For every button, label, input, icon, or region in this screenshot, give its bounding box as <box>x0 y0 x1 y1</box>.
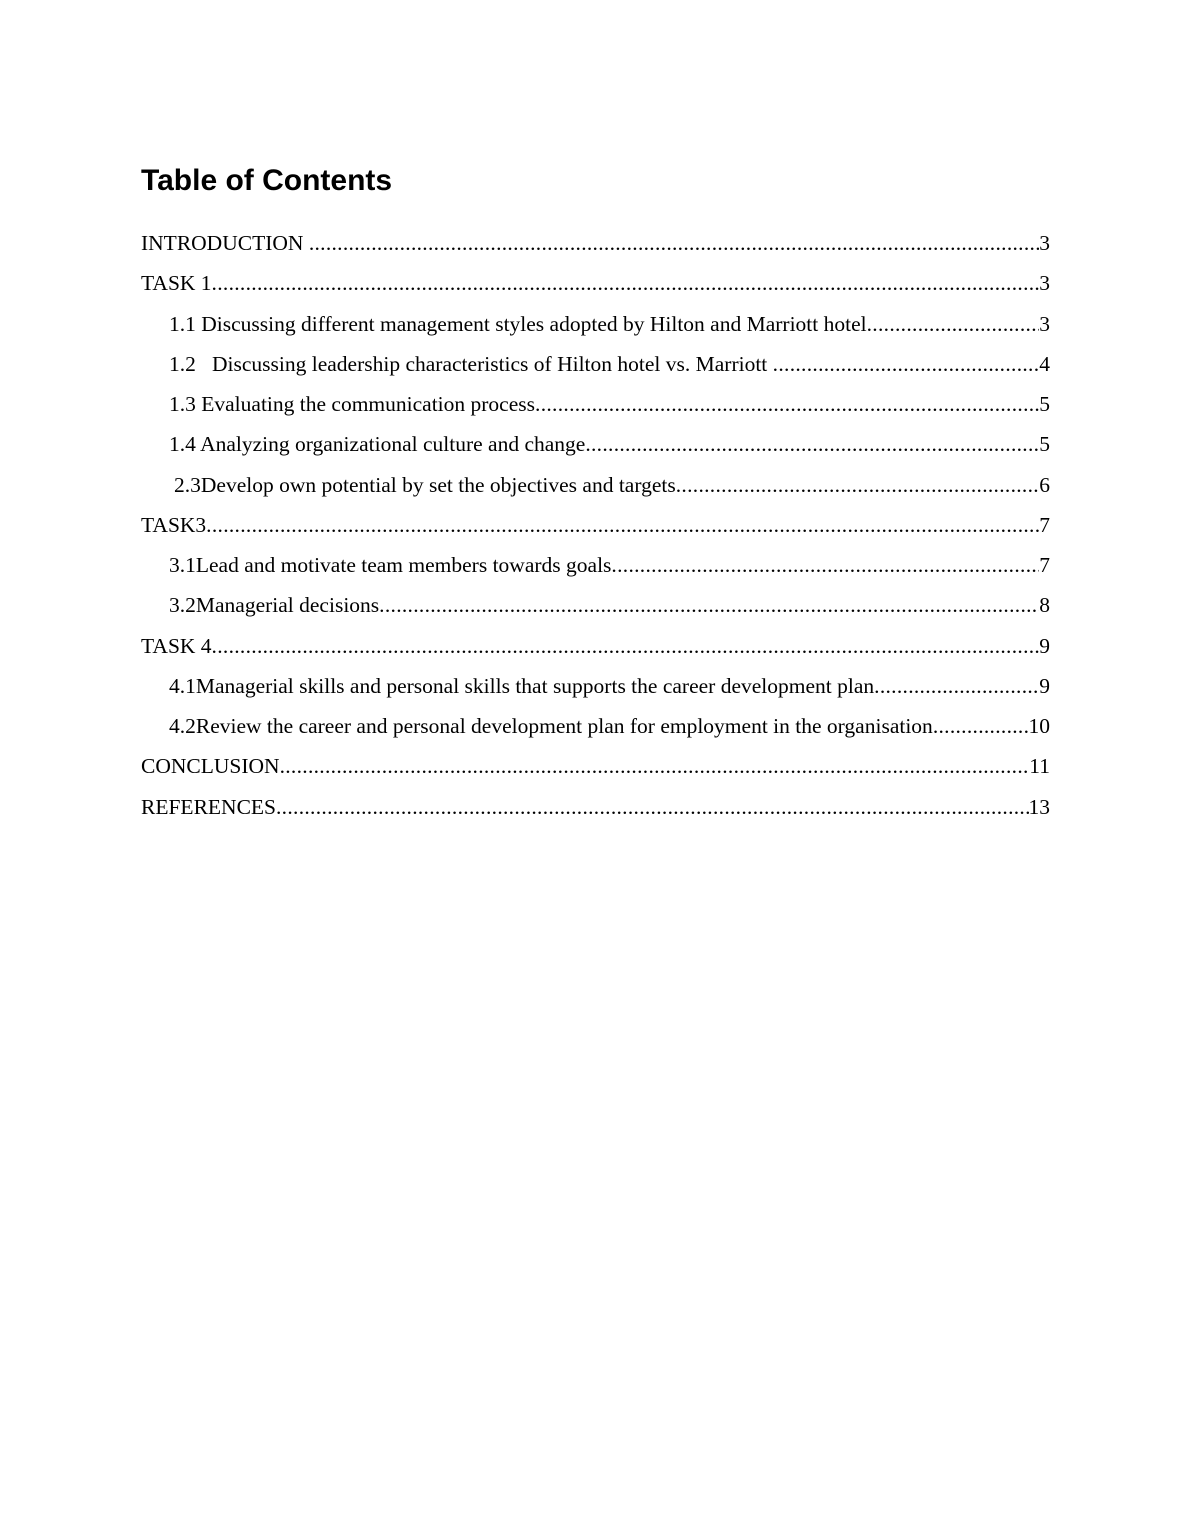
toc-leader-dots <box>535 388 1039 420</box>
toc-leader-dots <box>276 791 1029 823</box>
toc-leader-dots <box>611 549 1039 581</box>
toc-page-number: 5 <box>1039 392 1050 416</box>
toc-entry-1-2[interactable] <box>141 348 1050 388</box>
toc-leader-dots <box>212 267 1040 299</box>
toc-entry-text: 4.1Managerial skills and personal skills that supports the career development plan <box>169 673 875 698</box>
toc-leader-dots <box>206 509 1039 541</box>
toc-entry-text: CONCLUSION <box>141 754 280 779</box>
toc-entry-text: TASK 4 <box>141 633 212 658</box>
toc-entry-references[interactable] <box>141 791 1050 831</box>
toc-page-number: 7 <box>1039 553 1050 577</box>
toc-page-number: 9 <box>1039 633 1050 658</box>
toc-entry-text: 3.1Lead and motivate team members towards goals <box>169 553 612 577</box>
toc-leader-dots <box>309 227 1039 259</box>
toc-entry-text: INTRODUCTION <box>141 231 309 255</box>
toc-leader-dots <box>867 308 1040 340</box>
toc-page-number: 5 <box>1039 432 1050 457</box>
toc-page-number: 11 <box>1029 754 1050 779</box>
toc-page-number: 6 <box>1039 472 1050 497</box>
toc-leader-dots <box>379 589 1039 621</box>
toc-page-number: 7 <box>1039 512 1050 537</box>
toc-entry-text: TASK 1 <box>141 271 212 296</box>
toc-entry-1-4[interactable] <box>141 428 1050 468</box>
toc-leader-dots <box>933 710 1029 742</box>
toc-page-number: 4 <box>1039 351 1050 376</box>
toc-page-number: 8 <box>1039 593 1050 618</box>
toc-page-number: 3 <box>1039 231 1050 255</box>
toc-page-number: 13 <box>1028 794 1050 819</box>
toc-entry-text: REFERENCES <box>141 794 276 819</box>
toc-leader-dots <box>212 630 1040 662</box>
toc-entry-introduction[interactable] <box>141 227 1050 267</box>
toc-page-number: 9 <box>1039 673 1050 698</box>
toc-page-number: 3 <box>1039 271 1050 296</box>
toc-leader-dots <box>676 469 1040 501</box>
toc-heading: Table of Contents <box>141 164 393 197</box>
toc-leader-dots <box>773 348 1040 380</box>
toc-entry-text: 1.1 Discussing different management styles adopted by Hilton and Marriott hotel <box>169 311 867 336</box>
toc-leader-dots <box>585 428 1039 460</box>
toc-entry-1-1[interactable] <box>141 308 1050 348</box>
toc-entry-3-2[interactable] <box>141 589 1050 629</box>
toc-entry-task-1[interactable] <box>141 267 1050 307</box>
toc-entry-4-1[interactable] <box>141 670 1050 710</box>
toc-entry-text: 1.3 Evaluating the communication process <box>169 392 536 416</box>
toc-entry-3-1[interactable] <box>141 549 1050 589</box>
toc-page-number: 3 <box>1039 311 1050 336</box>
toc-leader-dots <box>280 750 1030 782</box>
toc-entry-2-3[interactable] <box>141 469 1050 509</box>
toc-list <box>141 227 1050 831</box>
toc-entry-task-4[interactable] <box>141 630 1050 670</box>
toc-entry-text: TASK3 <box>141 512 207 537</box>
toc-entry-text: 2.3Develop own potential by set the objectives and targets <box>174 472 676 497</box>
toc-page-number: 10 <box>1028 714 1050 738</box>
toc-entry-text: 1.2 Discussing leadership characteristics of Hilton hotel vs. Marriott <box>169 351 773 376</box>
toc-leader-dots <box>874 670 1039 702</box>
toc-entry-text: 4.2Review the career and personal development plan for employment in the organisation <box>169 714 933 738</box>
toc-entry-text: 1.4 Analyzing organizational culture and change <box>169 432 586 457</box>
toc-entry-conclusion[interactable] <box>141 750 1050 790</box>
toc-entry-text: 3.2Managerial decisions <box>169 593 380 618</box>
toc-entry-task-3[interactable] <box>141 509 1050 549</box>
toc-entry-1-3[interactable] <box>141 388 1050 428</box>
toc-entry-4-2[interactable] <box>141 710 1050 750</box>
